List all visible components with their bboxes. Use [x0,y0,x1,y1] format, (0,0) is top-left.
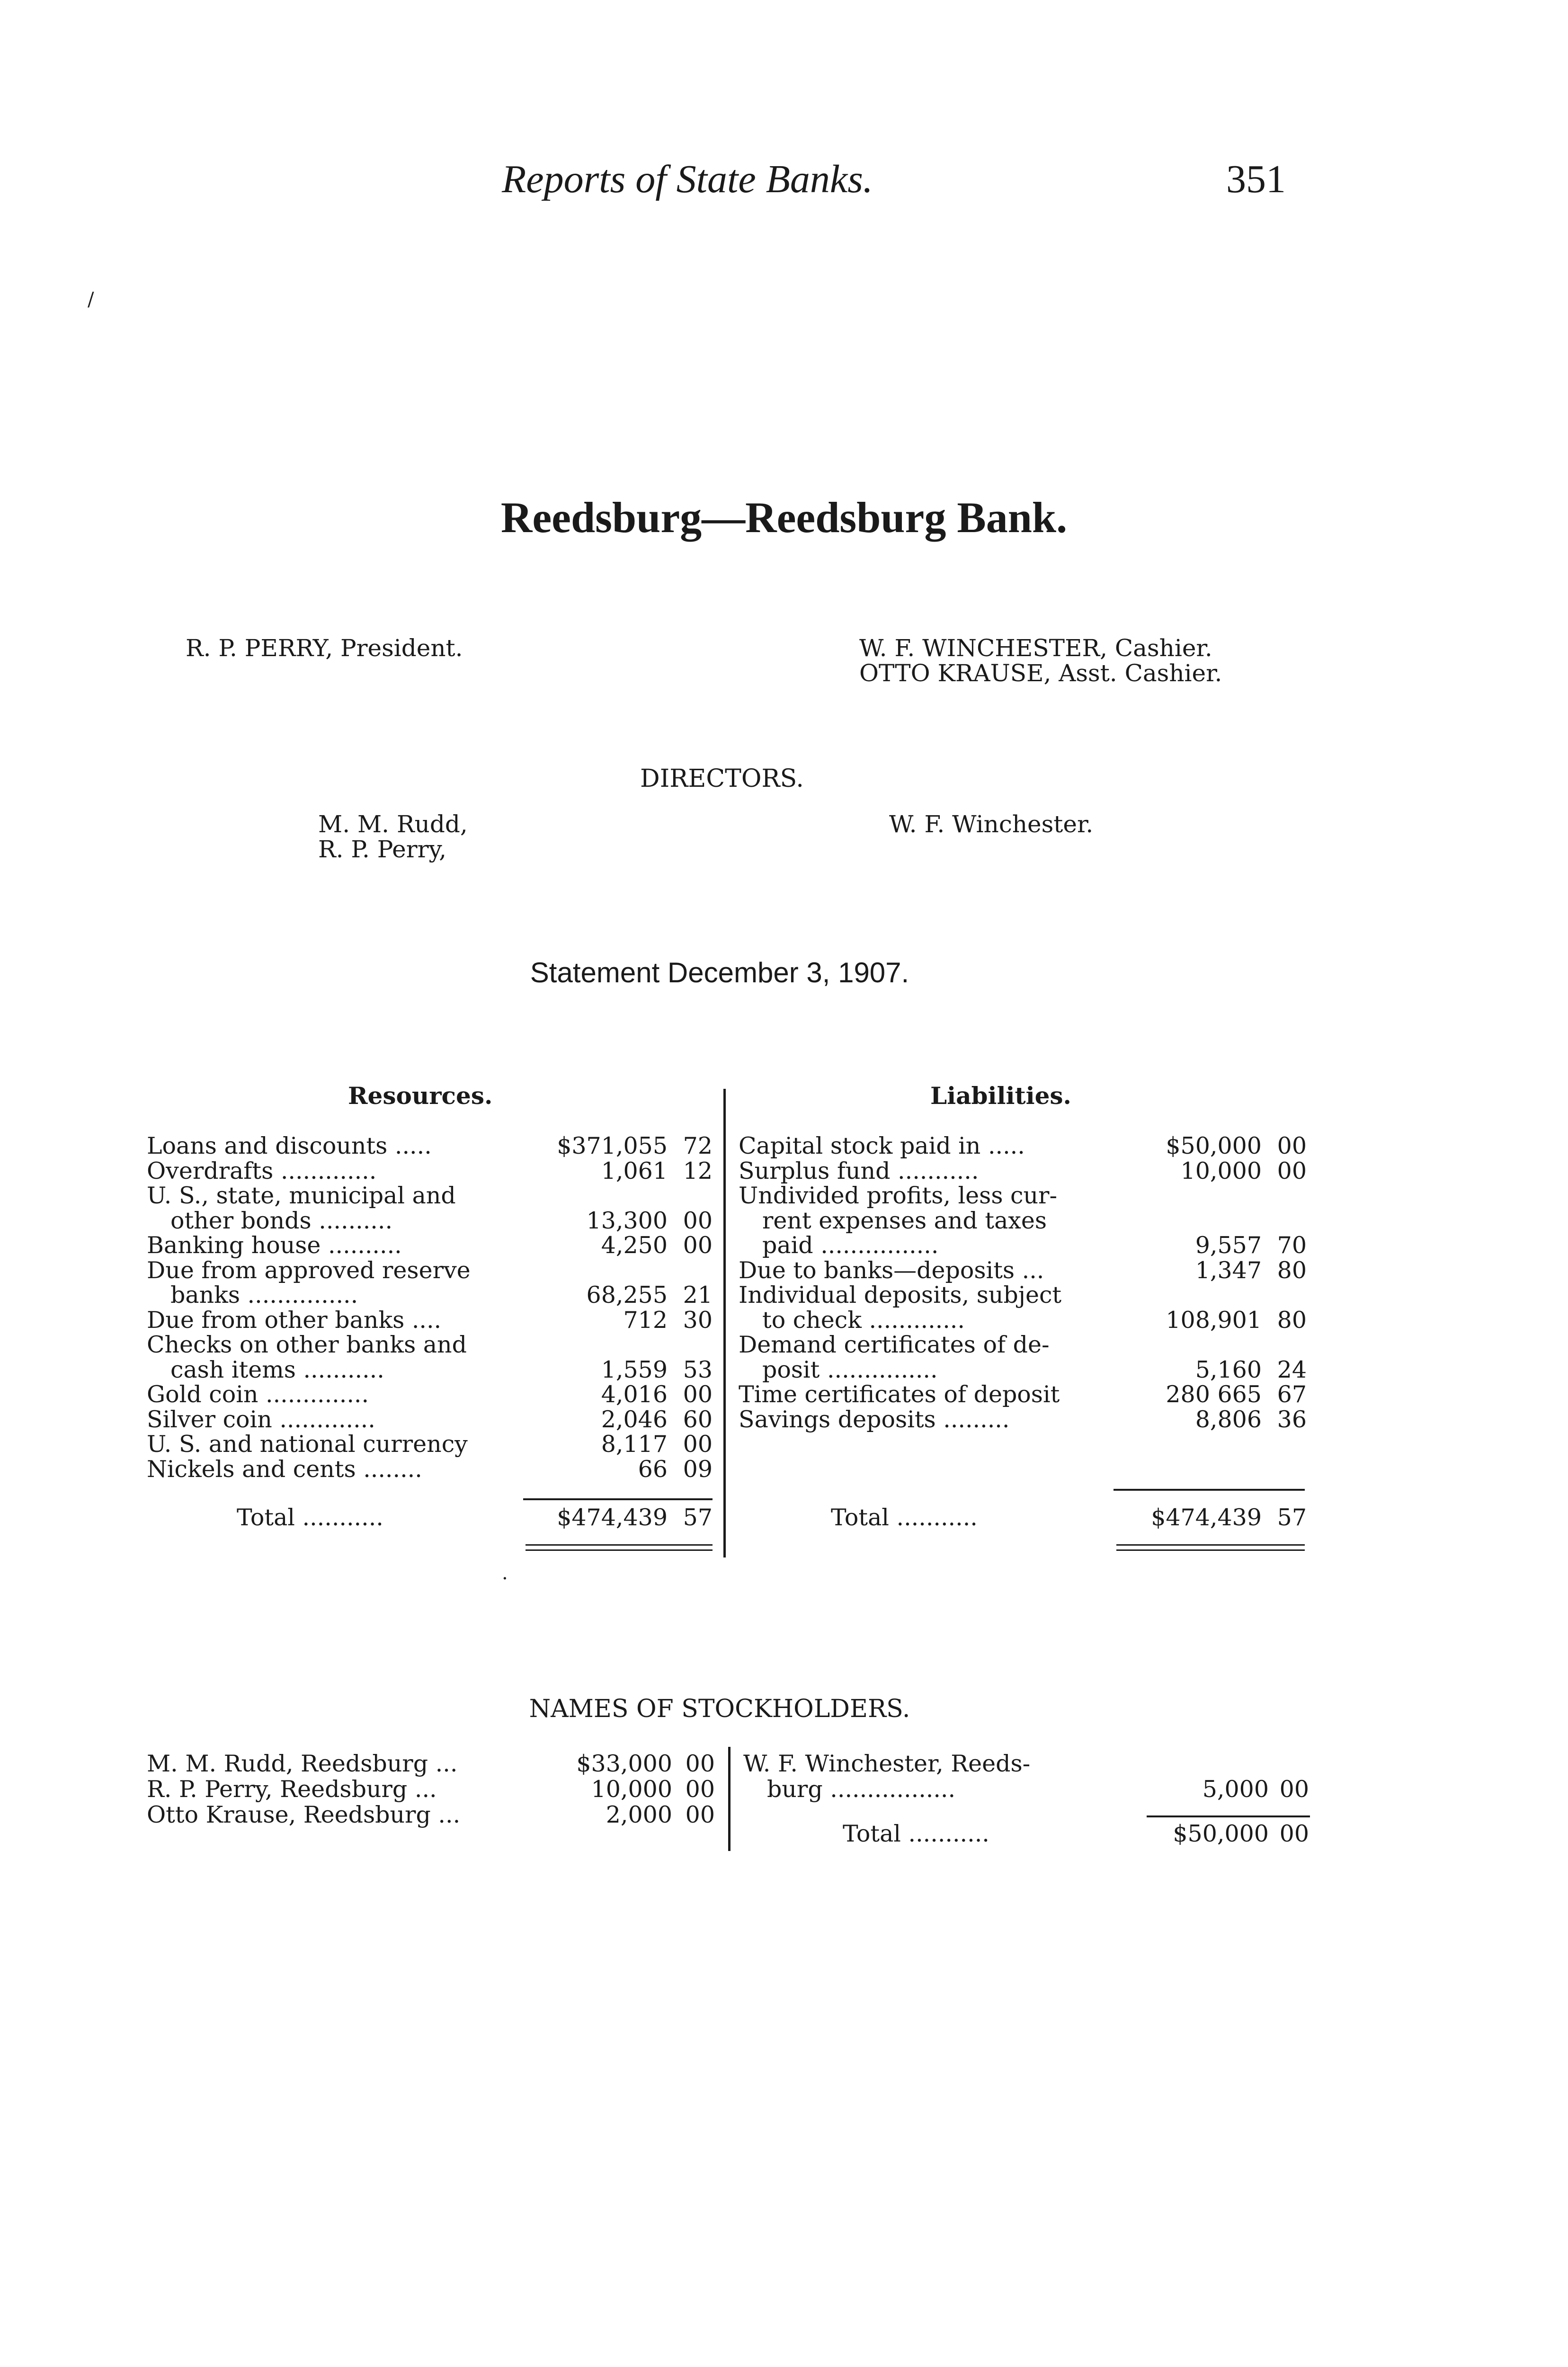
liabilities-total-cents: 57 [1277,1504,1307,1531]
stockholder-row-amount: $33,000 [576,1750,672,1777]
resources-heading: Resources. [348,1082,493,1110]
stockholders-total-rule [1147,1815,1310,1817]
stockholder-row-cents: 00 [1279,1776,1309,1803]
resources-row-label: Banking house .......... [147,1232,402,1259]
resources-row-amount: 13,300 [586,1207,668,1234]
director-name: M. M. Rudd, [318,810,468,838]
liabilities-total-label: Total ........... [831,1504,978,1531]
resources-total-cents: 57 [683,1504,713,1531]
liabilities-row-label: Time certificates of deposit [739,1381,1060,1408]
resources-row-label: Overdrafts ............. [147,1157,377,1184]
statement-title: Statement December 3, 1907. [530,957,909,988]
liabilities-row-label: Individual deposits, subject [739,1281,1062,1308]
liabilities-row-amount: 5,160 [1195,1356,1262,1383]
resources-row-label: other bonds .......... [170,1207,393,1234]
resources-row-label: U. S., state, municipal and [147,1182,456,1209]
resources-row-label: Due from other banks .... [147,1306,442,1334]
stockholder-row-amount: 5,000 [1202,1776,1269,1803]
resources-row-amount: 1,061 [601,1157,668,1184]
bank-title: Reedsburg—Reedsburg Bank. [500,493,1068,542]
resources-row-amount: 8,117 [601,1431,668,1458]
resources-row-label: Checks on other banks and [147,1331,467,1358]
resources-row-label: banks ............... [170,1281,358,1308]
running-title: Reports of State Banks. [502,157,873,201]
resources-double-rule [526,1544,713,1551]
liabilities-row-cents: 67 [1277,1381,1307,1408]
stockholder-row-label: burg ................. [767,1776,956,1803]
liabilities-row-amount: 9,557 [1195,1232,1262,1259]
liabilities-row-label: Due to banks—deposits ... [739,1256,1044,1284]
resources-row-cents: 72 [683,1132,713,1159]
cashier: W. F. WINCHESTER, Cashier. [859,634,1212,662]
liabilities-row-label: Demand certificates of de- [739,1331,1050,1358]
director-name: W. F. Winchester. [889,810,1094,838]
liabilities-row-amount: 1,347 [1195,1256,1262,1284]
stray-mark: / [88,289,94,311]
resources-row-label: Due from approved reserve [147,1256,471,1284]
liabilities-row-cents: 70 [1277,1232,1307,1259]
liabilities-row-amount: 108,901 [1166,1306,1262,1334]
liabilities-total-rule [1114,1489,1305,1491]
stockholder-row-amount: 2,000 [606,1801,672,1828]
resources-row-label: Nickels and cents ........ [147,1455,422,1483]
column-divider [723,1089,726,1557]
resources-row-amount: $371,055 [557,1132,668,1159]
resources-row-cents: 53 [683,1356,713,1383]
resources-row-amount: 4,250 [601,1232,668,1259]
liabilities-row-label: Surplus fund ........... [739,1157,979,1184]
director-name: R. P. Perry, [318,836,447,863]
stockholder-row-label: R. P. Perry, Reedsburg ... [147,1776,437,1803]
resources-row-cents: 00 [683,1431,713,1458]
page-number: 351 [1226,157,1286,201]
liabilities-row-label: posit ............... [762,1356,938,1383]
liabilities-row-cents: 00 [1277,1157,1307,1184]
resources-row-cents: 00 [683,1207,713,1234]
resources-row-label: Silver coin ............. [147,1406,375,1433]
directors-heading: DIRECTORS. [640,765,804,793]
liabilities-row-cents: 36 [1277,1406,1307,1433]
resources-row-cents: 60 [683,1406,713,1433]
resources-row-label: Loans and discounts ..... [147,1132,432,1159]
resources-row-amount: 4,016 [601,1381,668,1408]
liabilities-heading: Liabilities. [930,1082,1071,1110]
resources-row-amount: 1,559 [601,1356,668,1383]
liabilities-row-label: rent expenses and taxes [762,1207,1047,1234]
resources-row-cents: 00 [683,1381,713,1408]
liabilities-row-label: to check ............. [762,1306,965,1334]
liabilities-total-amount: $474,439 [1151,1504,1262,1531]
liabilities-row-cents: 80 [1277,1306,1307,1334]
resources-row-amount: 68,255 [586,1281,668,1308]
resources-row-cents: 12 [683,1157,713,1184]
liabilities-row-cents: 00 [1277,1132,1307,1159]
liabilities-row-amount: 8,806 [1195,1406,1262,1433]
resources-row-cents: 21 [683,1281,713,1308]
liabilities-row-label: Savings deposits ......... [739,1406,1010,1433]
resources-row-amount: 712 [623,1306,668,1334]
resources-total-label: Total ........... [237,1504,383,1531]
resources-row-cents: 30 [683,1306,713,1334]
liabilities-row-label: paid ................ [762,1232,939,1259]
stockholder-row-cents: 00 [685,1776,715,1803]
liabilities-row-cents: 24 [1277,1356,1307,1383]
stockholder-row-label: Otto Krause, Reedsburg ... [147,1801,461,1828]
liabilities-row-amount: 10,000 [1180,1157,1262,1184]
stray-mark: . [502,1562,508,1584]
stockholder-row-cents: 00 [685,1801,715,1828]
resources-total-amount: $474,439 [557,1504,668,1531]
liabilities-row-amount: 280 665 [1166,1381,1262,1408]
resources-row-label: Gold coin .............. [147,1381,369,1408]
stockholder-row-label: W. F. Winchester, Reeds- [743,1750,1031,1777]
stockholder-row-cents: 00 [685,1750,715,1777]
liabilities-row-cents: 80 [1277,1256,1307,1284]
liabilities-row-amount: $50,000 [1166,1132,1262,1159]
stockholders-total-amount: $50,000 [1173,1820,1269,1847]
stockholders-divider [728,1747,731,1851]
stockholders-total-label: Total ........... [843,1820,989,1847]
resources-row-label: cash items ........... [170,1356,384,1383]
liabilities-double-rule [1116,1544,1305,1551]
stockholders-heading: NAMES OF STOCKHOLDERS. [529,1695,910,1723]
resources-row-cents: 00 [683,1232,713,1259]
resources-row-cents: 09 [683,1455,713,1483]
liabilities-row-label: Capital stock paid in ..... [739,1132,1025,1159]
liabilities-row-label: Undivided profits, less cur- [739,1182,1058,1209]
stockholder-row-amount: 10,000 [591,1776,672,1803]
stockholder-row-label: M. M. Rudd, Reedsburg ... [147,1750,458,1777]
president: R. P. PERRY, President. [186,634,463,662]
resources-row-amount: 2,046 [601,1406,668,1433]
resources-row-label: U. S. and national currency [147,1431,468,1458]
stockholders-total-cents: 00 [1279,1820,1309,1847]
resources-total-rule [523,1498,713,1500]
resources-row-amount: 66 [638,1455,668,1483]
asst-cashier: OTTO KRAUSE, Asst. Cashier. [859,659,1222,687]
